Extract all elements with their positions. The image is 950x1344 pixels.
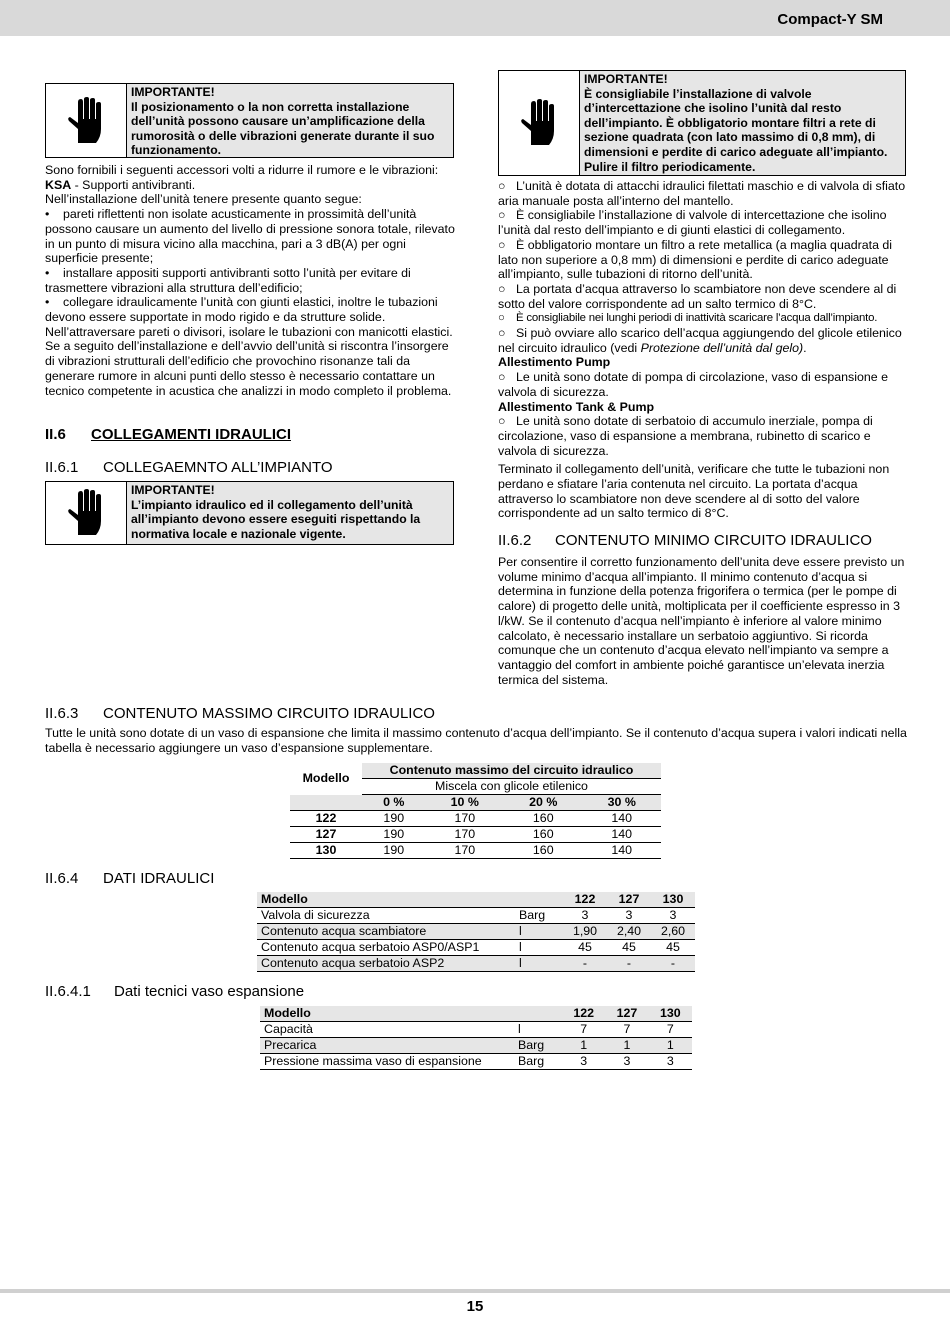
list-item: ○ Le unità sono dotate di serbatoio di accumulo inerziale, pompa di circolazione, vaso di espansione a membrana, rubinetto di scarico e valvola di sicurezza.	[498, 414, 873, 458]
column-header: 30 %	[582, 795, 661, 811]
hand-stop-icon	[46, 84, 127, 157]
table-row: Capacità l 7 7 7	[260, 1022, 692, 1038]
warning-title: IMPORTANTE!	[584, 72, 668, 86]
column-subgroup-header: Miscela con glicole etilenico	[362, 779, 661, 795]
hand-stop-icon	[46, 482, 127, 544]
table-row: Pressione massima vaso di espansione Barg 3 3 3	[260, 1054, 692, 1070]
list-item: ○ È obbligatorio montare un filtro a rete metallica (a maglia quadrata di lato non superiore a 0,8 mm) di dimensioni e perdite di carico adeguate all’impianto, sulle tubazioni di ritorno dell’unità.	[498, 237, 893, 282]
table-header-row: Modello 122 127 130	[257, 892, 695, 908]
column-header: 20 %	[504, 795, 582, 811]
table-row: Precarica Barg 1 1 1	[260, 1038, 692, 1054]
table-header-row: Modello 122 127 130	[260, 1006, 692, 1022]
warning-body: L’impianto idraulico ed il collegamento dell’unità all’impianto devono essere eseguiti rispettando la normativa locale e nazionale vigente.	[131, 497, 421, 541]
min-content-paragraph: Per consentire il corretto funzionamento dell’unita deve essere previsto un volume minimo d’acqua all’impianto. Il minimo contenuto d’acqua si determina in funzione della potenza frigorifera o termica (per le pompe di calore) di progetto delle unità, moltiplicata per il coefficiente espresso in 3 l/kW. Se il contenuto d’acqua nell’impianto è inferiore al valore minimo calcolato, è necessario installare un serbatoio aggiuntivo. Si ricorda comunque che un contenuto d’acqua elevato nell’impianto va sempre a vantaggio del comfort in ambiente poiché garantisce un’elevata inerzia termica del sistema.	[498, 555, 905, 687]
column-header: 10 %	[426, 795, 504, 811]
section-II61-heading: II.6.1 COLLEGAEMNTO ALL’IMPIANTO	[45, 459, 333, 476]
hand-stop-icon	[499, 71, 580, 175]
max-content-paragraph: Tutte le unità sono dotate di un vaso di espansione che limita il massimo contenuto d’acqua dell’impianto. Se il contenuto d’acqua supera i valori indicati nella tabella è necessario aggiungere un vaso d’espansione supplementare.	[45, 726, 907, 755]
page-number: 15	[466, 1298, 484, 1315]
hydraulic-data-table	[257, 892, 695, 972]
table-row: Valvola di sicurezza Barg 3 3 3	[257, 908, 695, 924]
section-II6-heading: II.6 COLLEGAMENTI IDRAULICI	[45, 426, 291, 443]
list-item: • installare appositi supporti antivibranti sotto l’unità per evitare di trasmettere vibrazioni alla struttura dell’edificio;	[45, 265, 411, 295]
cross-reference: Protezione dell’unità dal gelo)	[640, 340, 804, 355]
closing-paragraph: Nell’attraversare pareti o divisori, isolare le tubazioni con manicotti elastici. Se a seguito dell’installazione e dell’avvio dell’unità si riscontra l’insorgere di vibrazioni strutturali dell’edificio che provochino risonanze tali da generare rumore in alcuni punti dello stesso è necessario contattare un tecnico competente in acustica che analizzi in modo completo il problema.	[45, 324, 453, 398]
warning-box-noise	[45, 83, 454, 158]
list-item: ○ Si può ovviare allo scarico dell’acqua aggiungendo del glicole etilenico nel circuito idraulico (vedi Protezione dell’unità dal gelo).	[498, 326, 902, 355]
expansion-vessel-table	[260, 1006, 692, 1070]
completion-paragraph: Terminato il collegamento dell’unità, verificare che tutte le tubazioni non perdano e sfiatare l’aria contenuta nel circuito. La portata d’acqua attraverso lo scambiatore non deve scendere al di sotto del valore corrispondente ad un salto termico di 8°C.	[498, 462, 890, 521]
warning-box-valves	[498, 70, 906, 176]
warning-body: È consigliabile l’installazione di valvole d’intercettazione che isolino l’unità dal resto dell’impianto. È obbligatorio montare filtri a rete di sezione quadrata (con lato massimo di 0,8 mm), di dimensioni e perdite di carico adeguate all’impianto. Pulire il filtro periodicamente.	[584, 86, 888, 174]
list-item: • collegare idraulicamente l’unità con giunti elastici, inoltre le tubazioni devono essere supportate in modo rigido e da strutture solide.	[45, 295, 438, 325]
list-item: ○ L’unità è dotata di attacchi idraulici filettati maschio e di valvola di sfiato aria manuale posta all’interno del mantello.	[498, 179, 906, 208]
tank-pump-heading: Allestimento Tank & Pump	[498, 399, 655, 414]
table-row: Contenuto acqua scambiatore l 1,90 2,40 2,60	[257, 924, 695, 940]
column-header: 0 %	[362, 795, 426, 811]
section-II64-heading: II.6.4 DATI IDRAULICI	[45, 870, 215, 887]
list-item: ○ La portata d’acqua attraverso lo scambiatore non deve scendere al di sotto del valore corrispondente ad un salto termico di 8°C.	[498, 281, 897, 311]
section-II63-heading: II.6.3 CONTENUTO MASSIMO CIRCUITO IDRAULICO	[45, 705, 435, 722]
section-II641-heading: II.6.4.1 Dati tecnici vaso espansione	[45, 983, 305, 1000]
table-row: Contenuto acqua serbatoio ASP2 l - - -	[257, 956, 695, 972]
list-item: ○ È consigliabile l’installazione di valvole di intercettazione che isolino l’unità dal resto dell’impianto e di giunti elastici di collegamento.	[498, 208, 887, 238]
table-row: 127 190 170 160 140	[290, 827, 661, 843]
column-group-header: Contenuto massimo del circuito idraulico	[362, 763, 661, 779]
max-content-table	[290, 763, 661, 859]
list-item: ○ È consigliabile nei lunghi periodi di inattività scaricare l’acqua dall’impianto.	[498, 312, 878, 325]
column-header: Modello	[302, 771, 350, 786]
table-row: 130 190 170 160 140	[290, 843, 661, 859]
page-footer-bar	[0, 1289, 950, 1293]
install-intro: Nell’installazione dell’unità tenere presente quanto segue:	[45, 192, 362, 207]
ksa-code: KSA	[45, 177, 72, 192]
list-item: ○ Le unità sono dotate di pompa di circolazione, vaso di espansione e valvola di sicurezza.	[498, 370, 888, 399]
pump-heading: Allestimento Pump	[498, 355, 611, 370]
table-row: 122 190 170 160 140	[290, 811, 661, 827]
accessories-intro: Sono fornibili i seguenti accessori volti a ridurre il rumore e le vibrazioni:	[45, 163, 439, 177]
warning-title: IMPORTANTE!	[131, 85, 215, 99]
ksa-description: - Supporti antivibranti.	[71, 177, 196, 192]
section-II62-heading: II.6.2 CONTENUTO MINIMO CIRCUITO IDRAULICO	[498, 532, 872, 549]
table-row: Contenuto acqua serbatoio ASP0/ASP1 l 45 45 45	[257, 940, 695, 956]
warning-body: Il posizionamento o la non corretta installazione dell’unità possono causare un’amplificazione della rumorosità o delle vibrazioni generate durante il suo funzionamento.	[131, 99, 435, 158]
warning-box-hydraulic	[45, 481, 454, 545]
list-item: • pareti riflettenti non isolate acusticamente in prossimità dell’unità possono causare un aumento del livello di pressione sonora totale, rilevato in un punto di misura vicino alla macchina, pari a 3 dB(A) per ogni superficie presente;	[45, 207, 455, 266]
document-title: Compact-Y SM	[777, 11, 883, 28]
warning-title: IMPORTANTE!	[131, 483, 215, 497]
